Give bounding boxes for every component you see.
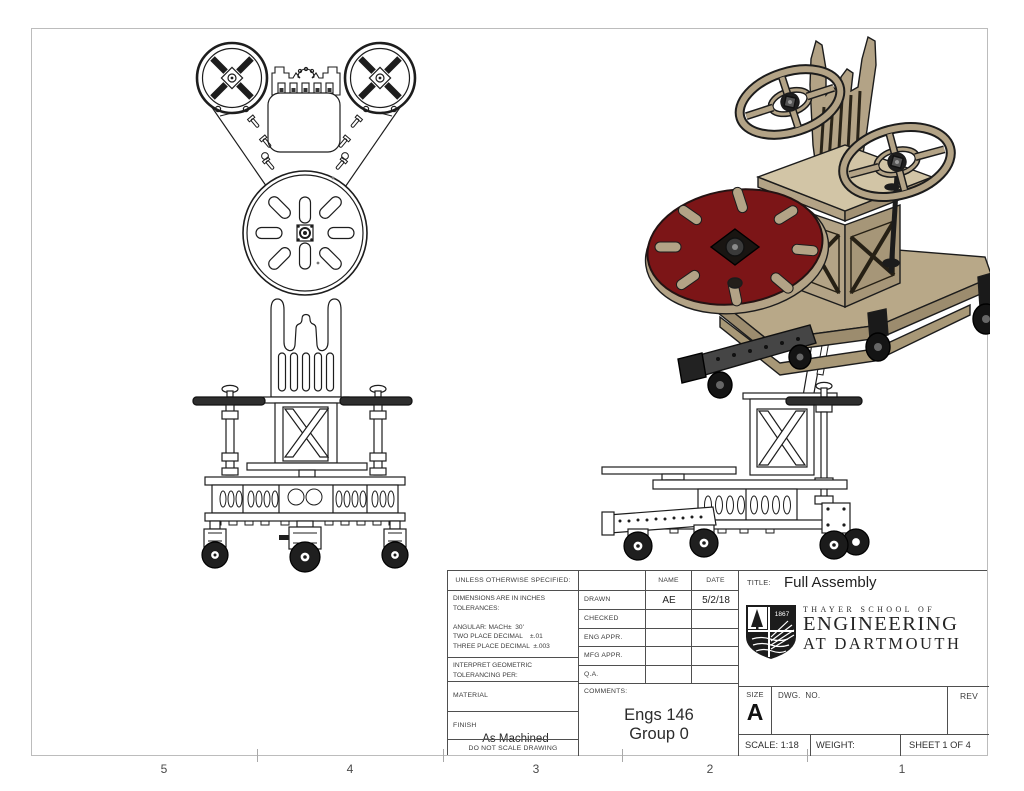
unless-otherwise-label: UNLESS OTHERWISE SPECIFIED: — [455, 577, 571, 584]
seat-plate-top — [268, 93, 340, 152]
scale-row — [739, 734, 989, 756]
weight-label: WEIGHT: — [816, 740, 855, 750]
zone-number-3: 3 — [532, 762, 540, 776]
approval-row-mfg-appr: MFG APPR. — [579, 646, 739, 665]
tolerances-label: TOLERANCES: — [453, 604, 500, 612]
title-row — [739, 571, 989, 601]
title-block — [447, 570, 987, 755]
sheet-label: SHEET 1 OF 4 — [909, 740, 971, 750]
caster-center-front — [279, 521, 321, 572]
scale-value: SCALE: 1:18 — [745, 740, 799, 750]
size-value: A — [746, 699, 764, 725]
zone-tick — [807, 749, 808, 762]
front-view — [185, 285, 465, 577]
two-place-tolerance: TWO PLACE DECIMAL ±.01 — [453, 633, 543, 641]
name-header: NAME — [658, 577, 679, 584]
zone-tick — [257, 749, 258, 762]
do-not-scale-label: DO NOT SCALE DRAWING — [468, 744, 558, 752]
comments-line1: Engs 146 — [624, 706, 694, 724]
logo-line1: THAYER SCHOOL OF — [803, 605, 936, 614]
caster-left-front — [202, 521, 228, 568]
x-brace-front — [283, 407, 328, 461]
zone-number-5: 5 — [160, 762, 168, 776]
tolerancing-per-label: TOLERANCING PER: — [453, 671, 518, 679]
size-row — [739, 686, 989, 734]
chair-back-front — [271, 299, 341, 397]
svg-text:1867: 1867 — [774, 611, 790, 618]
dwg-no-label: DWG. NO. — [778, 691, 821, 700]
handwheel-right-front — [340, 385, 412, 475]
material-label: MATERIAL — [453, 692, 489, 699]
zone-number-1: 1 — [898, 762, 906, 776]
logo-line3: AT DARTMOUTH — [803, 633, 962, 653]
handwheel-right-top — [345, 43, 415, 113]
interpret-geometric-label: INTERPRET GEOMETRIC — [453, 662, 533, 669]
x-brace-side — [757, 409, 807, 467]
logo-area — [739, 601, 989, 686]
comments-cell — [579, 683, 739, 756]
isometric-view — [640, 25, 990, 403]
logo-line2: ENGINEERING — [803, 613, 959, 635]
handwheel-left-front — [193, 385, 265, 475]
size-label: SIZE — [746, 690, 764, 699]
caster-pair-side — [820, 503, 869, 559]
zone-tick — [622, 749, 623, 762]
approval-row-drawn: DRAWN AE 5/2/18 — [579, 590, 739, 609]
zone-number-2: 2 — [706, 762, 714, 776]
seat-bar — [247, 463, 367, 470]
handwheel-left-top — [197, 43, 267, 113]
zone-number-4: 4 — [346, 762, 354, 776]
thayer-shield-icon — [744, 603, 798, 661]
three-place-tolerance: THREE PLACE DECIMAL ±.003 — [453, 642, 550, 650]
finish-value: As Machined — [482, 733, 549, 745]
date-header: DATE — [706, 577, 725, 584]
zone-tick — [443, 749, 444, 762]
comments-line2: Group 0 — [629, 725, 689, 744]
comments-label: COMMENTS: — [584, 688, 628, 695]
angular-tolerance: ANGULAR: MACH± 30' — [453, 623, 524, 631]
caster-right-front — [382, 521, 408, 568]
base-front — [205, 477, 405, 525]
outrigger-side — [602, 507, 718, 560]
rev-label: REV — [959, 691, 979, 701]
finish-label: FINISH — [453, 722, 477, 729]
title-label: TITLE: — [747, 578, 771, 587]
chair-back-top — [272, 67, 340, 95]
drawing-title: Full Assembly — [784, 574, 877, 591]
dims-inches-label: DIMENSIONS ARE IN INCHES — [453, 595, 545, 602]
turntable-disc-top — [243, 171, 367, 295]
approval-row-qa: Q.A. — [579, 665, 739, 683]
approval-row-eng-appr: ENG APPR. — [579, 628, 739, 646]
approval-row-checked: CHECKED — [579, 609, 739, 628]
top-view — [160, 20, 460, 300]
